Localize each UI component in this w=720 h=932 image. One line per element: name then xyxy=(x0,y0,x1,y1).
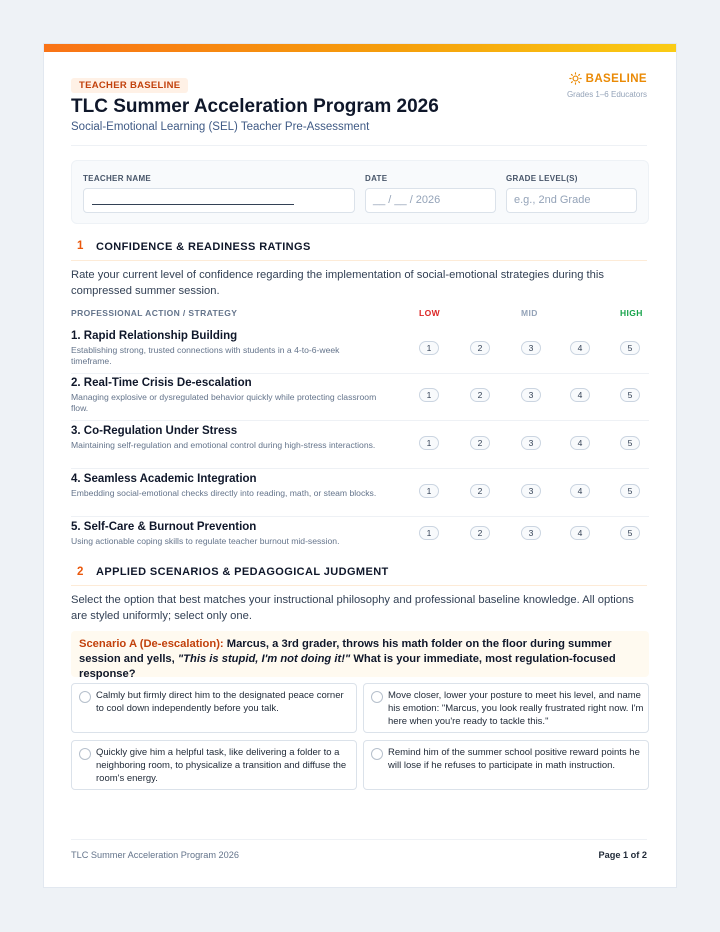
rating-option-1[interactable]: 1 xyxy=(419,388,439,402)
strategy-description: Establishing strong, trusted connections with students in a 4-to-6-week timeframe. xyxy=(71,345,340,366)
rating-option-4[interactable]: 4 xyxy=(570,436,590,450)
section-1-intro: Rate your current level of confidence regarding the implementation of social-emotional strategies during this compressed summer session. xyxy=(71,269,604,297)
column-high: HIGH xyxy=(620,308,643,318)
teacher-name-field[interactable] xyxy=(83,188,355,213)
strategy-title: 5. Self-Care & Burnout Prevention xyxy=(71,521,257,533)
rating-option-3[interactable]: 3 xyxy=(521,341,541,355)
rating-row xyxy=(71,377,649,421)
brand-subtitle: Grades 1–6 Educators xyxy=(566,90,647,99)
rating-option-3[interactable]: 3 xyxy=(521,388,541,402)
rating-option-1[interactable]: 1 xyxy=(419,341,439,355)
option-text: Remind him of the summer school positive reward points he will lose if he refuses to participate in math instruction. xyxy=(388,747,640,771)
rating-option-5[interactable]: 5 xyxy=(620,484,640,498)
radio-button[interactable] xyxy=(79,691,91,703)
scenario-option-d[interactable] xyxy=(363,740,649,790)
strategy-description: Using actionable coping skills to regulate teacher burnout mid-session. xyxy=(71,536,340,546)
brand-text: BASELINE xyxy=(585,72,647,85)
rating-option-1[interactable]: 1 xyxy=(419,436,439,450)
section-1-number: 1 xyxy=(77,240,84,252)
footer-program-name: TLC Summer Acceleration Program 2026 xyxy=(71,850,239,860)
rating-option-2[interactable]: 2 xyxy=(470,484,490,498)
strategy-title: 4. Seamless Academic Integration xyxy=(71,473,257,485)
radio-button[interactable] xyxy=(371,748,383,760)
rating-option-5[interactable]: 5 xyxy=(620,341,640,355)
page-number: Page 1 of 2 xyxy=(598,850,647,860)
strategy-title: 3. Co-Regulation Under Stress xyxy=(71,425,238,437)
page-subtitle: Social-Emotional Learning (SEL) Teacher Pre-Assessment xyxy=(71,121,370,133)
rating-option-1[interactable]: 1 xyxy=(419,484,439,498)
option-text: Move closer, lower your posture to meet his level, and name his emotion: "Marcus, you look really frustrated right now. I'm here when you're ready to tackle this." xyxy=(388,690,644,727)
rating-option-2[interactable]: 2 xyxy=(470,526,490,540)
option-text: Calmly but firmly direct him to the designated peace corner to cool down independently before you talk. xyxy=(96,690,344,714)
rating-option-2[interactable]: 2 xyxy=(470,436,490,450)
section-2-intro: Select the option that best matches your instructional philosophy and professional baseline knowledge. All options are styled uniformly; select only one. xyxy=(71,594,634,622)
scenario-option-b[interactable] xyxy=(363,683,649,733)
rating-option-3[interactable]: 3 xyxy=(521,484,541,498)
option-text: Quickly give him a helpful task, like delivering a folder to a neighboring room, to physicalize a transition and diffuse the room's energy. xyxy=(96,747,347,784)
rating-option-2[interactable]: 2 xyxy=(470,341,490,355)
rating-option-4[interactable]: 4 xyxy=(570,341,590,355)
footer-divider xyxy=(71,839,647,840)
section-2-title: APPLIED SCENARIOS & PEDAGOGICAL JUDGMENT xyxy=(96,566,389,578)
scenario-a-prompt xyxy=(71,631,649,680)
grade-level-field[interactable]: e.g., 2nd Grade xyxy=(506,188,637,213)
date-label: DATE xyxy=(365,174,388,183)
teacher-baseline-badge: TEACHER BASELINE xyxy=(71,78,188,93)
grade-level-label: GRADE LEVEL(S) xyxy=(506,174,578,183)
rating-option-5[interactable]: 5 xyxy=(620,388,640,402)
rating-option-5[interactable]: 5 xyxy=(620,436,640,450)
rating-option-4[interactable]: 4 xyxy=(570,526,590,540)
rating-option-4[interactable]: 4 xyxy=(570,484,590,498)
page-title: TLC Summer Acceleration Program 2026 xyxy=(71,96,439,117)
rating-row xyxy=(71,330,649,374)
radio-button[interactable] xyxy=(371,691,383,703)
rating-option-2[interactable]: 2 xyxy=(470,388,490,402)
strategy-title: 1. Rapid Relationship Building xyxy=(71,330,238,342)
section-2-number: 2 xyxy=(77,566,84,578)
accent-bar xyxy=(44,44,676,52)
radio-button[interactable] xyxy=(79,748,91,760)
section-1-title: CONFIDENCE & READINESS RATINGS xyxy=(96,241,311,253)
section-2-rule xyxy=(71,585,647,586)
rating-option-4[interactable]: 4 xyxy=(570,388,590,402)
rating-option-3[interactable]: 3 xyxy=(521,436,541,450)
brand-label xyxy=(569,72,647,85)
rating-row xyxy=(71,473,649,517)
teacher-info-box xyxy=(71,160,649,224)
rating-option-3[interactable]: 3 xyxy=(521,526,541,540)
rating-option-1[interactable]: 1 xyxy=(419,526,439,540)
scenario-text-2: What is your immediate, most regulation-focused response? xyxy=(79,653,616,680)
section-1-rule xyxy=(71,260,647,261)
scenario-option-a[interactable] xyxy=(71,683,357,733)
rating-option-5[interactable]: 5 xyxy=(620,526,640,540)
strategy-title: 2. Real-Time Crisis De-escalation xyxy=(71,377,252,389)
rating-row xyxy=(71,521,649,559)
assessment-page xyxy=(43,43,677,888)
scenario-label: Scenario A (De-escalation): xyxy=(79,638,224,650)
rating-row xyxy=(71,425,649,469)
column-low: LOW xyxy=(419,308,441,318)
strategy-description: Maintaining self-regulation and emotional control during high-stress interactions. xyxy=(71,440,376,450)
strategy-description: Managing explosive or dysregulated behavior quickly while protecting classroom flow. xyxy=(71,392,377,413)
strategy-description: Embedding social-emotional checks directly into reading, math, or steam blocks. xyxy=(71,488,377,498)
scenario-quote: "This is stupid, I'm not doing it!" xyxy=(177,653,351,665)
sun-icon xyxy=(569,72,582,85)
column-strategy: PROFESSIONAL ACTION / STRATEGY xyxy=(71,308,238,318)
scenario-option-c[interactable] xyxy=(71,740,357,790)
date-field[interactable]: __ / __ / 2026 xyxy=(365,188,496,213)
teacher-name-label: TEACHER NAME xyxy=(83,174,152,183)
column-mid: MID xyxy=(521,308,538,318)
scenario-text-1: Marcus, a 3rd grader, throws his math folder on the floor during summer session and yells, xyxy=(79,638,612,665)
header-divider xyxy=(71,145,647,146)
